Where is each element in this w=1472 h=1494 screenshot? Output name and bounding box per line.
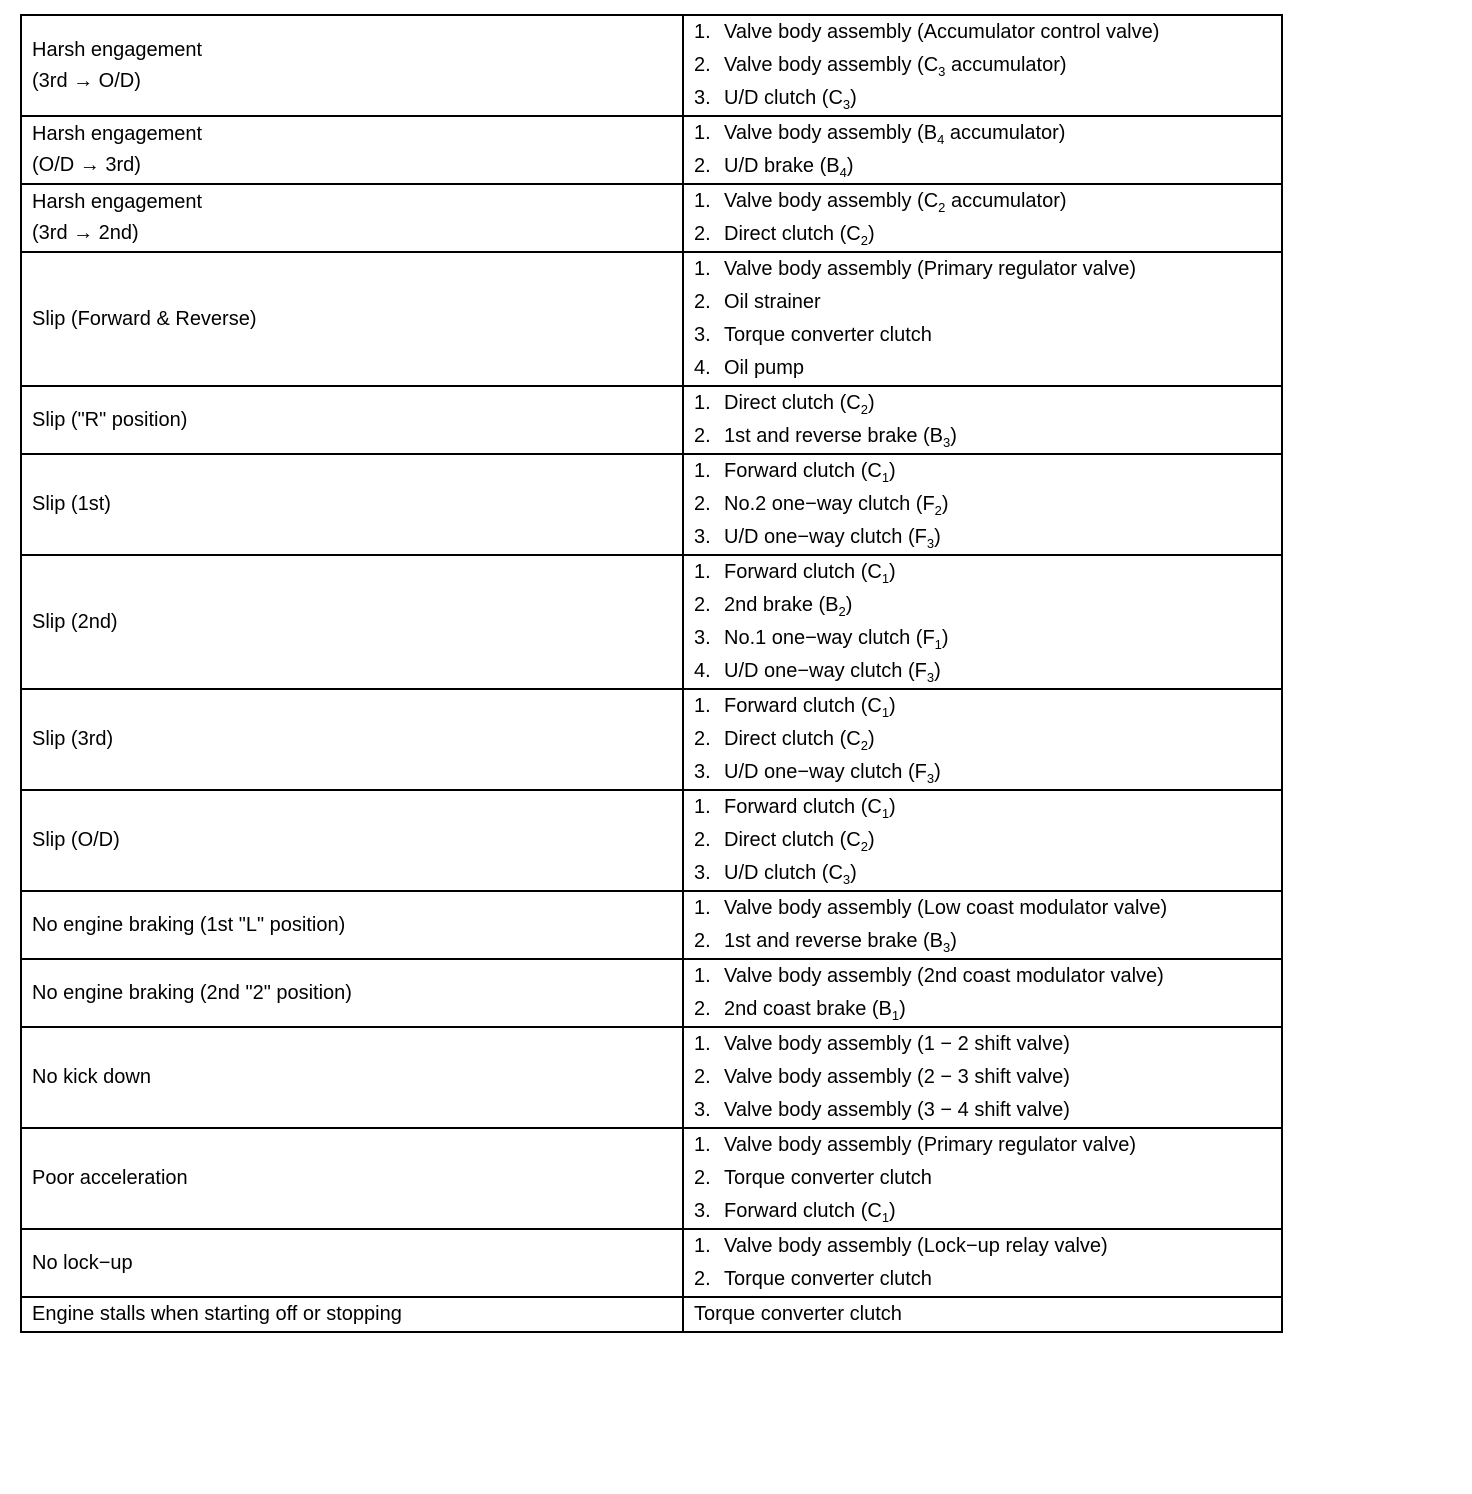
- cause-text: ): [934, 526, 941, 548]
- cause-subscript: 3: [926, 536, 935, 551]
- cause-cell: [683, 15, 1282, 116]
- cause-subscript: 3: [842, 872, 851, 887]
- table-row: [21, 555, 1282, 689]
- cause-text: ): [899, 998, 906, 1020]
- cause-text: Forward clutch (C: [724, 561, 882, 583]
- symptom-cell: [21, 891, 683, 959]
- cause-subscript: 3: [926, 771, 935, 786]
- cause-item: [694, 420, 1271, 453]
- cause-list: [694, 185, 1271, 251]
- cause-item: [694, 1028, 1271, 1061]
- cause-text: Direct clutch (C: [724, 728, 861, 750]
- cause-item: [694, 1298, 1271, 1331]
- cause-number: 3.: [694, 324, 711, 346]
- cause-item: [694, 1162, 1271, 1195]
- cause-cell: [683, 1297, 1282, 1332]
- cause-subscript: 2: [860, 839, 868, 854]
- cause-subscript: 1: [891, 1008, 900, 1023]
- cause-item: [694, 1195, 1271, 1228]
- cause-list: [694, 1129, 1271, 1228]
- cause-text: Torque converter clutch: [724, 324, 932, 346]
- symptom-text: Poor acceleration: [32, 1167, 188, 1189]
- cause-item: [694, 723, 1271, 756]
- symptom-text: Slip (3rd): [32, 728, 114, 750]
- cause-text: ): [867, 829, 875, 851]
- cause-number: 2.: [694, 54, 711, 76]
- cause-subscript: 4: [937, 132, 945, 147]
- cause-text: Forward clutch (C: [724, 1200, 882, 1222]
- cause-subscript: 2: [938, 200, 946, 215]
- cause-number: 1.: [694, 21, 711, 43]
- cause-text: ): [889, 561, 896, 583]
- table-row: [21, 1128, 1282, 1229]
- cause-number: 1.: [694, 392, 711, 414]
- cause-text: ): [889, 1200, 896, 1222]
- cause-item: [694, 1263, 1271, 1296]
- table-row: [21, 184, 1282, 252]
- cause-number: 1.: [694, 965, 711, 987]
- cause-text: Valve body assembly (C: [724, 54, 939, 76]
- cause-cell: [683, 252, 1282, 386]
- cause-number: 1.: [694, 1235, 711, 1257]
- cause-text: ): [867, 392, 875, 414]
- symptom-text: Harsh engagement: [32, 123, 203, 145]
- cause-item: [694, 82, 1271, 115]
- cause-number: 1.: [694, 1134, 711, 1156]
- cause-item: [694, 993, 1271, 1026]
- cause-number: 3.: [694, 627, 711, 649]
- symptom-text: No lock−up: [32, 1251, 133, 1274]
- cause-text: ): [846, 155, 854, 177]
- cause-cell: [683, 116, 1282, 184]
- symptom-text: Slip (2nd): [32, 610, 118, 633]
- cause-item: [694, 756, 1271, 789]
- cause-item: [694, 488, 1271, 521]
- cause-subscript: 1: [881, 806, 890, 821]
- cause-item: [694, 622, 1271, 655]
- cause-cell: [683, 689, 1282, 790]
- symptom-cell: [21, 116, 683, 184]
- cause-text: ): [850, 862, 857, 884]
- symptom-text: (3rd → O/D): [32, 69, 141, 92]
- cause-cell: [683, 1128, 1282, 1229]
- cause-text: Valve body assembly (3 − 4 shift valve): [724, 1099, 1070, 1121]
- cause-item: [694, 150, 1271, 183]
- cause-item: [694, 253, 1271, 286]
- cause-text: 2nd brake (B: [724, 594, 839, 616]
- cause-text: ): [867, 728, 875, 750]
- cause-item: [694, 857, 1271, 890]
- cause-cell: [683, 959, 1282, 1027]
- symptom-text: Slip (Forward & Reverse): [32, 307, 257, 330]
- cause-item: [694, 387, 1271, 420]
- cause-item: [694, 117, 1271, 150]
- cause-text: No.2 one−way clutch (F: [724, 493, 935, 515]
- cause-subscript: 1: [881, 1210, 890, 1225]
- cause-text: ): [934, 761, 941, 783]
- cause-number: 4.: [694, 357, 711, 379]
- trouble-table: [20, 14, 1283, 1333]
- cause-item: [694, 1129, 1271, 1162]
- cause-text: Valve body assembly (2nd coast modulator valve): [724, 965, 1164, 987]
- cause-number: 1.: [694, 122, 711, 144]
- symptom-cell: [21, 1128, 683, 1229]
- table-row: [21, 891, 1282, 959]
- cause-item: [694, 185, 1271, 218]
- cause-number: 2.: [694, 425, 711, 447]
- cause-number: 2.: [694, 223, 711, 245]
- table-body: [21, 15, 1282, 1332]
- cause-subscript: 3: [926, 670, 935, 685]
- symptom-text: No engine braking (2nd "2" position): [32, 981, 352, 1004]
- cause-text: U/D one−way clutch (F: [724, 526, 927, 548]
- cause-number: 1.: [694, 695, 711, 717]
- cause-subscript: 2: [860, 738, 868, 753]
- table-row: [21, 1229, 1282, 1297]
- cause-item: [694, 1094, 1271, 1127]
- cause-number: 1.: [694, 897, 711, 919]
- cause-item: [694, 690, 1271, 723]
- cause-cell: [683, 184, 1282, 252]
- cause-text: ): [889, 695, 896, 717]
- cause-text: Valve body assembly (Low coast modulator valve): [724, 897, 1168, 919]
- cause-subscript: 1: [881, 470, 890, 485]
- cause-item: [694, 16, 1271, 49]
- cause-text: Valve body assembly (B: [724, 122, 938, 144]
- symptom-cell: [21, 1229, 683, 1297]
- cause-list: [694, 960, 1271, 1026]
- cause-text: Valve body assembly (C: [724, 190, 939, 212]
- symptom-cell: [21, 790, 683, 891]
- table-row: [21, 1027, 1282, 1128]
- cause-text: ): [850, 87, 857, 109]
- cause-subscript: 1: [934, 637, 942, 652]
- cause-number: 2.: [694, 155, 711, 177]
- symptom-text: Engine stalls when starting off or stopping: [32, 1303, 402, 1325]
- cause-item: [694, 824, 1271, 857]
- cause-number: 3.: [694, 526, 711, 548]
- cause-text: Valve body assembly (Accumulator control valve): [724, 21, 1160, 43]
- table-row: [21, 15, 1282, 116]
- cause-subscript: 2: [860, 233, 868, 248]
- cause-cell: [683, 1229, 1282, 1297]
- symptom-cell: [21, 184, 683, 252]
- symptom-cell: [21, 252, 683, 386]
- cause-number: 2.: [694, 998, 711, 1020]
- symptom-text: (O/D → 3rd): [32, 154, 141, 176]
- cause-text: 1st and reverse brake (B: [724, 930, 943, 952]
- cause-subscript: 3: [842, 97, 851, 112]
- cause-cell: [683, 1027, 1282, 1128]
- cause-number: 1.: [694, 460, 711, 482]
- cause-list: [694, 690, 1271, 789]
- cause-text: ): [934, 660, 941, 682]
- symptom-cell: [21, 1297, 683, 1332]
- cause-text: ): [867, 223, 875, 245]
- cause-subscript: 1: [881, 571, 890, 586]
- cause-text: U/D one−way clutch (F: [724, 761, 927, 783]
- cause-text: Direct clutch (C: [724, 392, 861, 414]
- cause-text: Forward clutch (C: [724, 796, 882, 818]
- cause-text: 2nd coast brake (B: [724, 998, 892, 1020]
- cause-list: [694, 387, 1271, 453]
- cause-item: [694, 925, 1271, 958]
- symptom-cell: [21, 15, 683, 116]
- cause-number: 1.: [694, 796, 711, 818]
- cause-text: ): [941, 627, 949, 649]
- cause-number: 3.: [694, 87, 711, 109]
- cause-text: ): [950, 425, 957, 447]
- cause-item: [694, 1061, 1271, 1094]
- cause-item: [694, 218, 1271, 251]
- cause-text: ): [889, 796, 896, 818]
- cause-number: 1.: [694, 561, 711, 583]
- cause-text: ): [950, 930, 957, 952]
- cause-number: 3.: [694, 1200, 711, 1222]
- cause-item: [694, 655, 1271, 688]
- cause-text: U/D clutch (C: [724, 862, 843, 884]
- symptom-text: Harsh engagement: [32, 191, 203, 213]
- cause-text: accumulator): [944, 122, 1066, 144]
- symptom-cell: [21, 386, 683, 454]
- cause-text: Oil strainer: [724, 291, 821, 313]
- cause-text: Forward clutch (C: [724, 695, 882, 717]
- cause-text: 1st and reverse brake (B: [724, 425, 943, 447]
- cause-item: [694, 791, 1271, 824]
- cause-item: [694, 589, 1271, 622]
- cause-cell: [683, 555, 1282, 689]
- cause-list: [694, 556, 1271, 688]
- cause-cell: [683, 454, 1282, 555]
- cause-subscript: 2: [838, 604, 846, 619]
- cause-item: [694, 319, 1271, 352]
- table-row: [21, 454, 1282, 555]
- cause-list: [694, 455, 1271, 554]
- cause-item: [694, 1230, 1271, 1263]
- symptom-text: Slip ("R" position): [32, 408, 188, 431]
- cause-number: 3.: [694, 862, 711, 884]
- cause-number: 2.: [694, 291, 711, 313]
- cause-list: [694, 253, 1271, 385]
- cause-list: [694, 791, 1271, 890]
- table-row: [21, 386, 1282, 454]
- cause-text: Valve body assembly (2 − 3 shift valve): [724, 1066, 1070, 1088]
- symptom-cell: [21, 689, 683, 790]
- symptom-cell: [21, 959, 683, 1027]
- cause-text: accumulator): [945, 54, 1067, 76]
- cause-subscript: 3: [943, 940, 951, 955]
- cause-list: [694, 892, 1271, 958]
- cause-subscript: 4: [839, 165, 847, 180]
- cause-text: Torque converter clutch: [724, 1268, 932, 1290]
- cause-number: 3.: [694, 761, 711, 783]
- cause-text: Torque converter clutch: [694, 1303, 902, 1325]
- cause-text: No.1 one−way clutch (F: [724, 627, 935, 649]
- cause-item: [694, 286, 1271, 319]
- symptom-cell: [21, 1027, 683, 1128]
- cause-number: 1.: [694, 190, 711, 212]
- cause-subscript: 2: [934, 503, 942, 518]
- cause-number: 1.: [694, 258, 711, 280]
- table-row: [21, 959, 1282, 1027]
- cause-text: Valve body assembly (Primary regulator valve): [724, 1134, 1137, 1156]
- cause-list: [694, 1298, 1271, 1331]
- cause-item: [694, 49, 1271, 82]
- cause-number: 2.: [694, 594, 711, 616]
- cause-text: Valve body assembly (1 − 2 shift valve): [724, 1033, 1070, 1055]
- cause-text: U/D clutch (C: [724, 87, 843, 109]
- table-row: [21, 689, 1282, 790]
- table-row: [21, 790, 1282, 891]
- cause-item: [694, 455, 1271, 488]
- cause-number: 2.: [694, 1268, 711, 1290]
- symptom-text: No engine braking (1st "L" position): [32, 913, 346, 936]
- cause-subscript: 3: [943, 435, 951, 450]
- cause-list: [694, 1028, 1271, 1127]
- cause-cell: [683, 891, 1282, 959]
- cause-text: Oil pump: [724, 357, 805, 379]
- cause-list: [694, 117, 1271, 183]
- cause-list: [694, 1230, 1271, 1296]
- cause-number: 4.: [694, 660, 711, 682]
- symptom-cell: [21, 555, 683, 689]
- cause-subscript: 2: [860, 402, 868, 417]
- cause-number: 2.: [694, 1167, 711, 1189]
- cause-number: 1.: [694, 1033, 711, 1055]
- symptom-text: Slip (1st): [32, 493, 111, 515]
- cause-text: U/D brake (B: [724, 155, 840, 177]
- cause-item: [694, 556, 1271, 589]
- table-row: [21, 252, 1282, 386]
- cause-number: 2.: [694, 930, 711, 952]
- symptom-cell: [21, 454, 683, 555]
- cause-subscript: 1: [881, 705, 890, 720]
- symptom-text: No kick down: [32, 1066, 151, 1088]
- cause-number: 2.: [694, 493, 711, 515]
- table-row: [21, 116, 1282, 184]
- symptom-text: (3rd → 2nd): [32, 222, 139, 244]
- cause-text: accumulator): [945, 190, 1067, 212]
- cause-list: [694, 16, 1271, 115]
- cause-text: Forward clutch (C: [724, 460, 882, 482]
- cause-text: Direct clutch (C: [724, 223, 861, 245]
- cause-text: Valve body assembly (Primary regulator valve): [724, 258, 1137, 280]
- cause-cell: [683, 790, 1282, 891]
- symptom-text: Harsh engagement: [32, 38, 203, 61]
- cause-item: [694, 892, 1271, 925]
- cause-number: 2.: [694, 829, 711, 851]
- cause-item: [694, 521, 1271, 554]
- cause-item: [694, 352, 1271, 385]
- cause-item: [694, 960, 1271, 993]
- cause-number: 2.: [694, 1066, 711, 1088]
- cause-text: Valve body assembly (Lock−up relay valve): [724, 1235, 1108, 1257]
- cause-text: ): [941, 493, 949, 515]
- cause-text: U/D one−way clutch (F: [724, 660, 927, 682]
- cause-cell: [683, 386, 1282, 454]
- cause-text: Direct clutch (C: [724, 829, 861, 851]
- cause-number: 3.: [694, 1099, 711, 1121]
- cause-text: ): [889, 460, 896, 482]
- cause-number: 2.: [694, 728, 711, 750]
- cause-subscript: 3: [938, 64, 946, 79]
- cause-text: ): [845, 594, 853, 616]
- symptom-text: Slip (O/D): [32, 829, 120, 851]
- cause-text: Torque converter clutch: [724, 1167, 932, 1189]
- table-row: [21, 1297, 1282, 1332]
